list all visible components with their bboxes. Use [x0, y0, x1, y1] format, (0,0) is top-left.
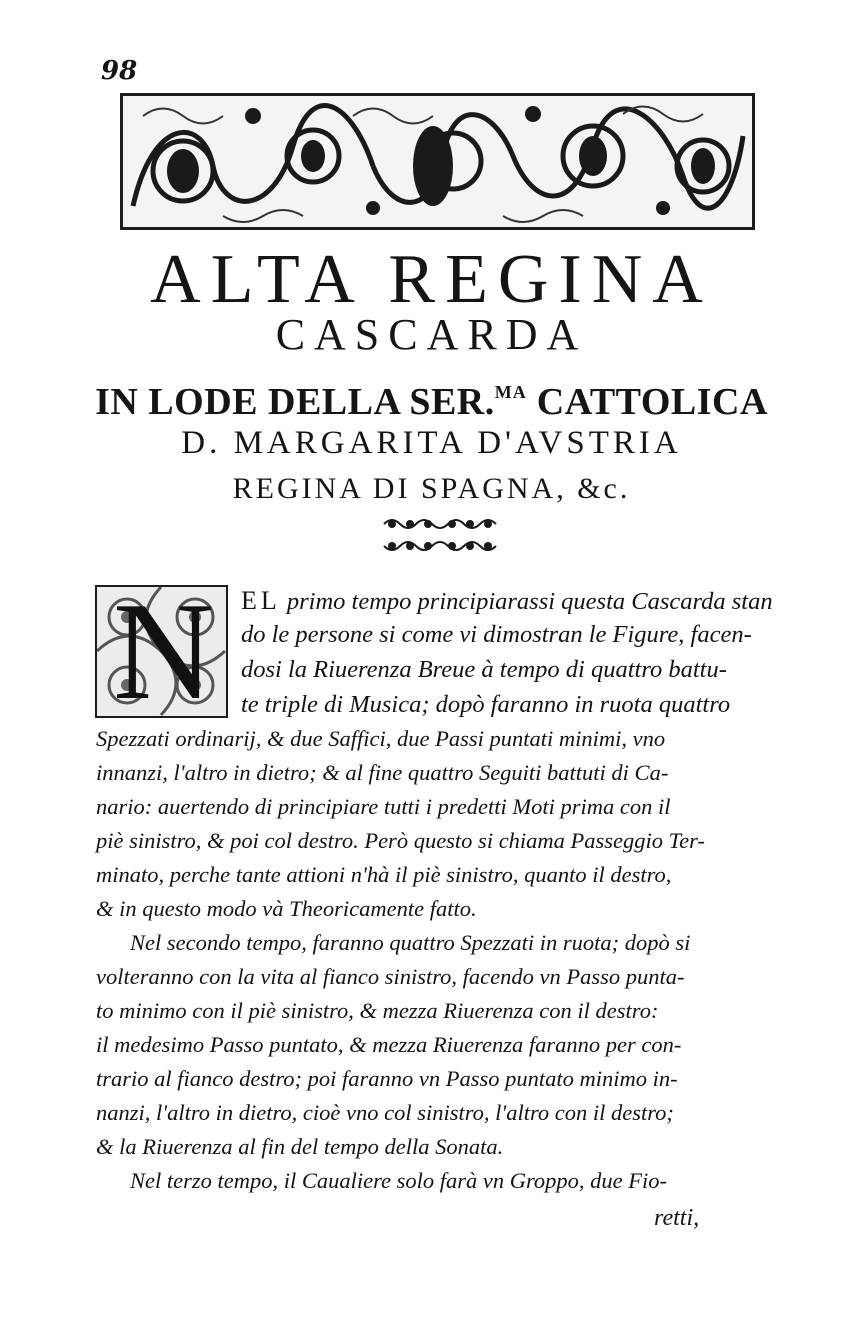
lead-capitals: EL — [241, 586, 281, 615]
title-line-2: CASCARDA — [275, 310, 588, 359]
text-line: Spezzati ordinarij, & due Saffici, due Passi puntati minimi, vno — [96, 726, 666, 751]
title-line-3-main: IN LODE DELLA SER. — [95, 381, 495, 423]
text-line: trario al fianco destro; poi faranno vn Passo puntato minimo in- — [96, 1066, 678, 1091]
title-line-1: ALTA REGINA — [150, 241, 713, 318]
title-line-3-end: CATTOLICA — [526, 381, 768, 423]
text-line: innanzi, l'altro in dietro; & al fine quattro Seguiti battuti di Ca- — [96, 760, 669, 785]
title-line-3 — [0, 370, 863, 424]
drop-cap-initial — [95, 585, 228, 718]
text-line: dosi la Riuerenza Breue à tempo di quattro battu- — [241, 656, 727, 683]
title-line-4: D. MARGARITA D'AVSTRIA — [181, 425, 682, 461]
text-line: to minimo con il piè sinistro, & mezza Riuerenza con il destro: — [96, 998, 659, 1023]
text-line: nanzi, l'altro in dietro, cioè vno col sinistro, l'altro con il destro; — [96, 1100, 674, 1125]
ornament-band-icon — [123, 96, 752, 227]
text-line: il medesimo Passo puntato, & mezza Riuerenza faranno per con- — [96, 1032, 682, 1057]
text-line: Nel terzo tempo, il Caualiere solo farà vn Groppo, due Fio- — [130, 1168, 668, 1193]
title-line-5: REGINA DI SPAGNA, &c. — [232, 472, 631, 505]
drop-cap-letter: N — [112, 585, 215, 718]
text-line: & la Riuerenza al fin del tempo della Sonata. — [96, 1134, 504, 1159]
title-line-3-superscript: MA — [494, 382, 527, 402]
text-line: piè sinistro, & poi col destro. Però questo si chiama Passeggio Ter- — [96, 828, 705, 853]
text-line: Nel secondo tempo, faranno quattro Spezzati in ruota; dopò si — [130, 930, 691, 955]
fleuron-ornament-icon — [380, 516, 500, 556]
text-line: volteranno con la vita al fianco sinistro, facendo vn Passo punta- — [96, 964, 685, 989]
text-line: nario: auertendo di principiare tutti i predetti Moti prima con il — [96, 794, 671, 819]
text-line — [241, 586, 773, 616]
text-line: te triple di Musica; dopò faranno in ruota quattro — [241, 691, 731, 718]
page-number: 98 — [101, 56, 138, 86]
catchword: retti, — [654, 1205, 700, 1231]
text-line-content: primo tempo principiarassi questa Cascarda stan — [286, 588, 773, 615]
text-line: do le persone si come vi dimostran le Figure, facen- — [241, 621, 752, 648]
text-line: minato, perche tante attioni n'hà il piè sinistro, quanto il destro, — [96, 862, 672, 887]
text-line: & in questo modo và Theoricamente fatto. — [96, 896, 477, 921]
decorative-header-band — [120, 93, 755, 230]
